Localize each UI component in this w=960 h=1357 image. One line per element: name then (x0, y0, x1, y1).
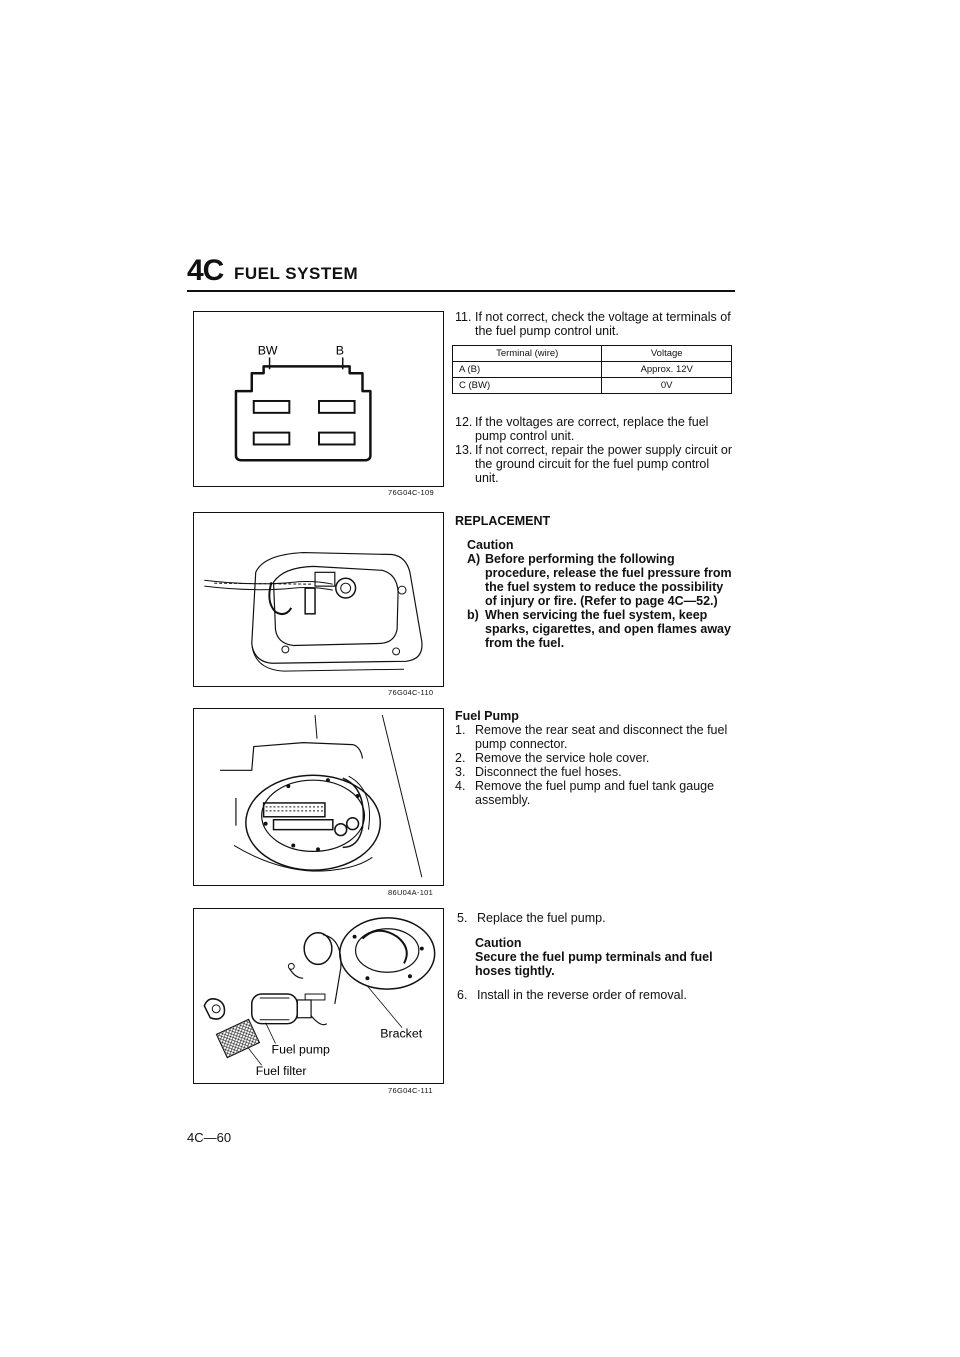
list-item: 1. Remove the rear seat and disconnect the fuel pump connector. (455, 723, 728, 751)
table-row: A (B) Approx. 12V (453, 362, 732, 378)
caution-2: Caution Secure the fuel pump terminals and fuel hoses tightly. (475, 936, 713, 978)
section-title: FUEL SYSTEM (234, 264, 359, 283)
replacement-caution: Caution A) Before performing the following procedure, release the fuel pressure from the fuel system to reduce the possibility of injury or fire. (Refer to page 4C—52.) b) When servicing the fuel system, keep sparks, cigarettes, and open flames away from the fuel. (467, 538, 732, 650)
list-item: 2. Remove the service hole cover. (455, 751, 650, 765)
figure-code: 76G04C-109 (388, 488, 434, 497)
label-bw: BW (257, 343, 278, 358)
fuel-pump-heading: Fuel Pump (455, 709, 519, 723)
figure-code: 76G04C-111 (388, 1086, 433, 1095)
step-6: 6. Install in the reverse order of removal. (457, 988, 687, 1002)
label-bracket: Bracket (380, 1026, 423, 1041)
figure-code: 76G04C-110 (388, 688, 434, 697)
list-item: 4. Remove the fuel pump and fuel tank gauge assembly. (455, 779, 715, 807)
step-13: 13. If not correct, repair the power supply circuit or the ground circuit for the fuel pump control unit. (455, 443, 733, 485)
table-header-voltage: Voltage (602, 346, 732, 362)
service-cover-illustration (194, 513, 443, 686)
figure-pump-removal (193, 708, 444, 886)
table-row: C (BW) 0V (453, 378, 732, 394)
pump-exploded-illustration (194, 909, 443, 1083)
table-header-terminal: Terminal (wire) (453, 346, 602, 362)
label-b: B (335, 343, 345, 358)
header-rule (187, 290, 735, 292)
step-12: 12. If the voltages are correct, replace the fuel pump control unit. (455, 415, 709, 443)
figure-service-cover (193, 512, 444, 687)
step-12-13 (455, 415, 735, 485)
figure-connector (193, 311, 444, 487)
step-5: 5. Replace the fuel pump. (457, 911, 606, 925)
list-item: 3. Disconnect the fuel hoses. (455, 765, 622, 779)
figure-code: 86U04A-101 (388, 888, 434, 897)
voltage-table (452, 345, 732, 394)
section-number: 4C (187, 254, 224, 287)
step-11: 11. If not correct, check the voltage at terminals of the fuel pump control unit. (455, 310, 731, 338)
label-fuel-pump: Fuel pump (271, 1042, 330, 1057)
fuel-pump-section (455, 709, 735, 807)
label-fuel-filter: Fuel filter (255, 1064, 307, 1079)
connector-diagram (194, 312, 443, 486)
replacement-heading: REPLACEMENT (455, 514, 551, 528)
figure-pump-exploded (193, 908, 444, 1084)
page-number: 4C—60 (187, 1130, 232, 1145)
pump-removal-illustration (194, 709, 443, 885)
